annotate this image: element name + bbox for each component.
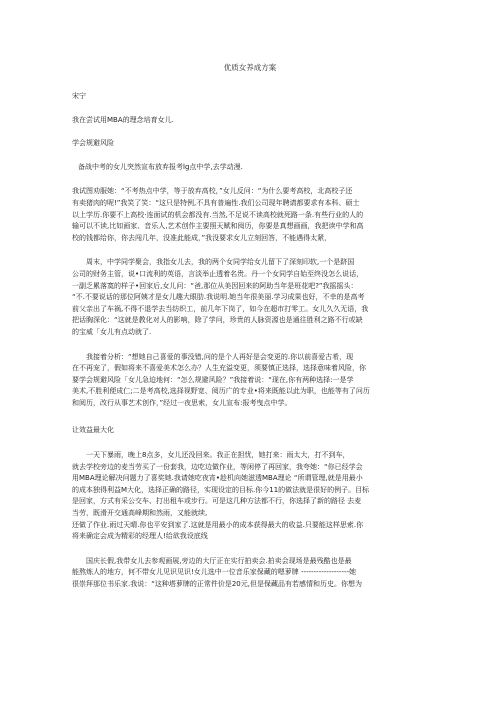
paragraph-line: 就去学校旁边的麦当劳买了一份套我，边吃边做作业，等闲停了再回家，我夸她：“你已经学会 [72,462,363,471]
paragraph-line: 输可以不读,比如画家、音乐人,艺术创作主要照天赋和阅历，你要是真想画画，我把读中学和高 [72,222,364,231]
paragraph-line: 的宝威「女儿有点动就了. [72,327,152,336]
paragraph-line: 以上学历.你要不上高校·连面试的机会都没有.当然,不足说不读高校就死路一条.有些行业的人的 [72,210,364,219]
paragraph-line: 当劳，既滑开交通高峰期和然雨，又能就续, [72,509,208,518]
paragraph-line: “不.不要说话的那位阿姨才是女儿趣大眼肋.我说明.她当年很美丽.学习成果也好，不幸的是高考 [72,293,365,302]
author-line: 宋宁 [72,92,86,100]
document-title: 优质女养成方案 [223,63,277,72]
paragraph-line: 很崇拜那位书乐家.我说：“这种塔萝牌的正常件价是20元,但是保藏品有若感情和历史。你想为 [72,580,362,588]
paragraph-line: 要学会规避风险「女儿急迫地何：“怎么规避风险？”我接着说：“现在,你有两种选择:一是学 [72,375,354,384]
paragraph-line: 美术,不胜利便成仁;二是考高校,选择视野宽、阅历广的专业•将来既能以此为职，也能等有了问历 [72,387,370,396]
paragraph-line: 有卖猪肉的呢!”我笑了笑：“这只是特例,不具有普遍性.我们公司现年聘请都要求有本科、硕士 [72,198,360,207]
paragraph-line: 是回家，方式有采公交车、打出租车或步行。可是这几种方法都不行，你选择了新的路径 去麦 [72,497,362,506]
paragraph-line: 我试图劝服她：“不考热点中学，等于放弃高校，”女儿反问：“为什么要考高校，北高校子还 [72,187,353,196]
paragraph-line: 国庆长假,我带女儿去参观画展,旁边的大厅正在实行拍卖会.拍卖会现场是最残酷也是最 [86,556,352,565]
paragraph-line: 公司的财务主管，说•口流利的英语，言淡举止透着名贵。丹一个女同学自始至终没怎么说话， [72,269,364,278]
paragraph-line: 用MBA理论解决问题力了喜奖她.我请她吃夜宵•趁机向她滋透MBA理论 “所谓管理,就是用最小 [72,474,363,483]
paragraph-line: 我接着分析：“想她自己喜爱的事没错,问的是个人再好是会变更的.你以前喜爱古希，现 [86,352,354,361]
paragraph-line: 备战中考的女儿突然宣布放弃报考lg点中学,去学动漫. [78,162,243,171]
paragraph-line: 将来确定会成为精彩的经理人!给欲我设底线 [72,532,208,541]
paragraph-line: 一天下暴雨，晚上8点多，女儿还没回来。我正在担忧，她打来：雨太大，打不到车， [86,451,350,460]
paragraph-line: 还做了作业.雨过天晴.你也平安到家了.这就是用最小的成本获得最大的收益.只要能这样思索.你 [72,520,364,529]
paragraph-line: 一副乏累落寞的样子•回家后,女儿问：“爸,那位从美因回来的阿助当年是班花吧?”我摇摇头： [72,281,358,290]
document-body [72,91,430,591]
paragraph-line: 能熬炼人的地方，何不带女儿见识见识!女儿选中一位音乐家保藏的嗯萝牌 -------------------她 [72,568,357,577]
paragraph-line: 的成本独得利益M大化，选择正确的路径，实现设定的目标.你今11的做法就是很好的例子。目标 [72,485,370,494]
paragraph-line: 和阅历，改行从事艺术创作，”经过一夜思索，女儿宣布:报考曳点中学。 [72,398,292,407]
paragraph-line: 在不再宠了，假如将来不喜爱美术怎么办？人生充溢变更，须要慎正选择，选择意味着风险，你 [72,364,366,373]
intro-line: 我在尝试用MBA的理念培育女儿. [72,115,174,124]
paragraph-line: 周末，中学同学聚会，我指女儿去，我的两个女同学给女儿留下了深刻印软,一个是跻国 [86,258,355,267]
section-heading: 让效益最大化 [72,426,114,435]
paragraph-line: 把话胸深化：“这就是教化对人的影响，除了学问，珍贵的人脉资源也是通往胜利之路不行或缺 [72,316,363,325]
section-heading: 学会规避风险 [72,139,114,148]
paragraph-line: 校的钱都给你，你去闯几年，没准此能成，”我没要求女儿立刻回答，不能遇得太紧， [72,233,332,242]
paragraph-line: 前父亲出了车祸,不得不退学去当纺织工，前几年下岗了，如今在超市打零工。女儿久久无语，我 [72,304,369,313]
